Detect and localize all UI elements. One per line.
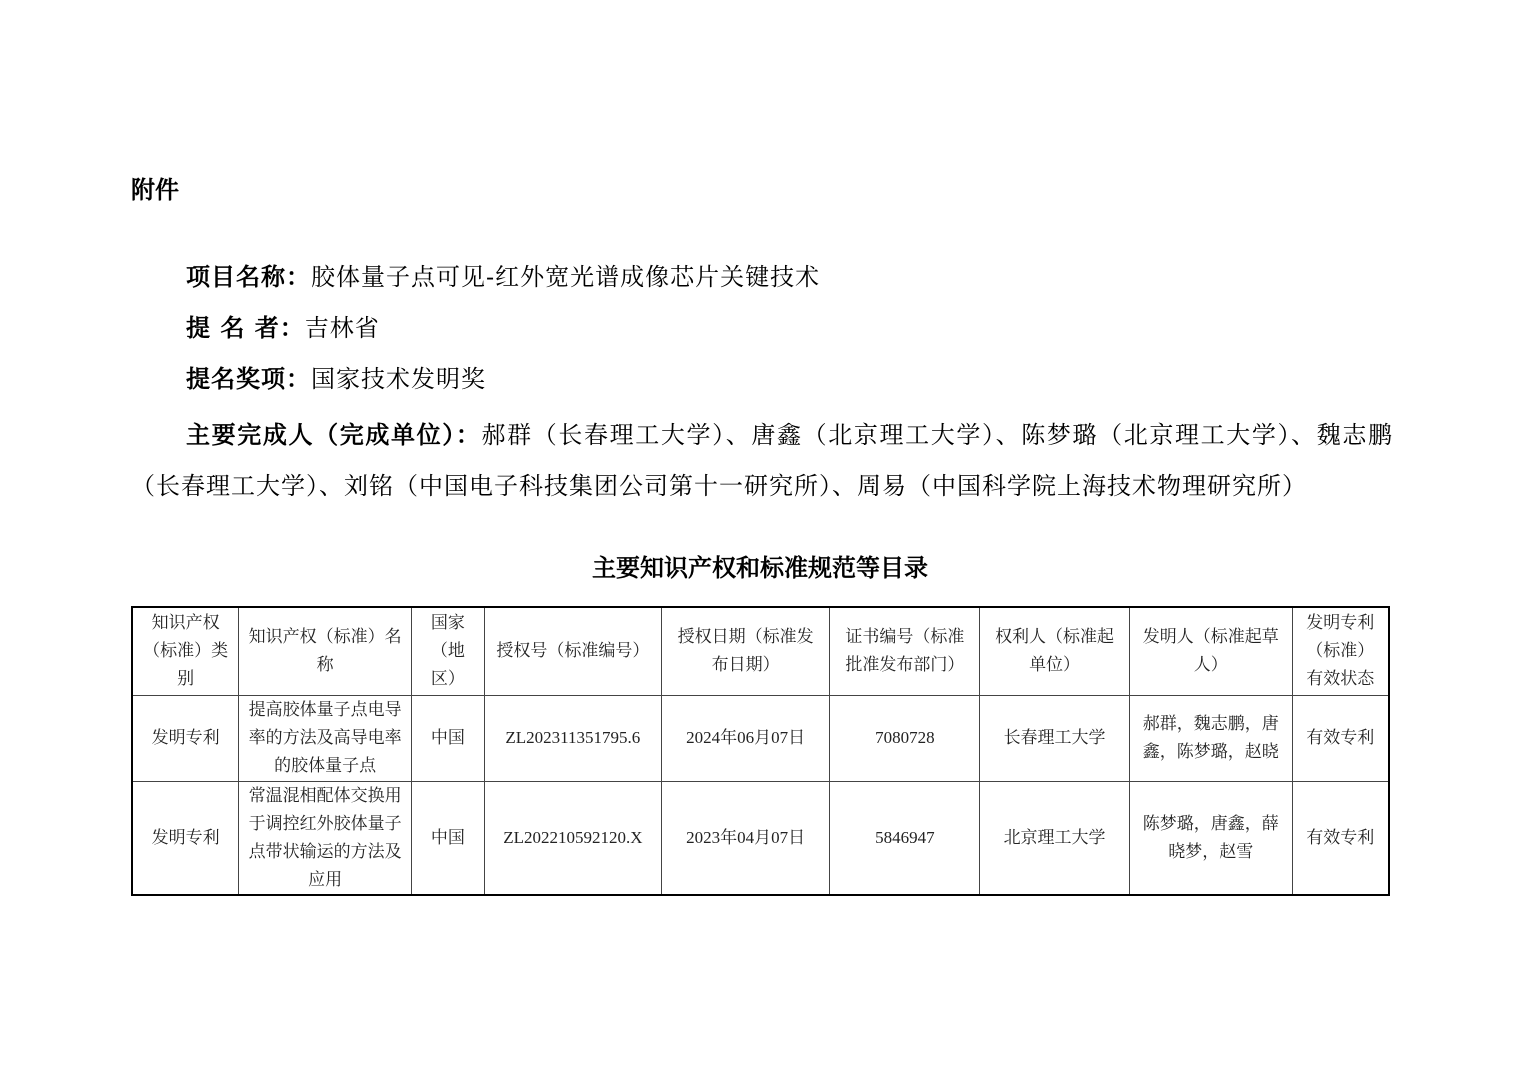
project-line bbox=[186, 259, 820, 295]
table-title: 主要知识产权和标准规范等目录 bbox=[592, 554, 928, 582]
cell-number: ZL202210592120.X bbox=[484, 781, 661, 895]
header-name: 知识产权（标准）名称 bbox=[239, 607, 412, 695]
header-date: 授权日期（标准发布日期） bbox=[661, 607, 830, 695]
award-line bbox=[186, 361, 486, 397]
header-category: 知识产权（标准）类别 bbox=[132, 607, 239, 695]
award-label: 提名奖项： bbox=[186, 365, 311, 393]
header-owner: 权利人（标准起单位） bbox=[980, 607, 1130, 695]
table-row bbox=[132, 695, 1389, 781]
header-certificate: 证书编号（标准批准发布部门） bbox=[830, 607, 980, 695]
cell-country: 中国 bbox=[411, 781, 484, 895]
cell-date: 2023年04月07日 bbox=[661, 781, 830, 895]
cell-name: 常温混相配体交换用于调控红外胶体量子点带状输运的方法及应用 bbox=[239, 781, 412, 895]
cell-owner: 长春理工大学 bbox=[980, 695, 1130, 781]
cell-category: 发明专利 bbox=[132, 781, 239, 895]
table-row bbox=[132, 781, 1389, 895]
ip-table bbox=[131, 606, 1390, 896]
header-inventors: 发明人（标准起草人） bbox=[1129, 607, 1292, 695]
cell-status: 有效专利 bbox=[1292, 695, 1389, 781]
table-header-row bbox=[132, 607, 1389, 695]
award-value: 国家技术发明奖 bbox=[311, 365, 486, 393]
project-label: 项目名称： bbox=[186, 263, 311, 291]
page-heading: 附件 bbox=[131, 176, 179, 204]
nominator-line bbox=[186, 310, 380, 346]
nominator-value: 吉林省 bbox=[304, 314, 380, 342]
persons-paragraph bbox=[131, 410, 1393, 512]
persons-value: 郝群（长春理工大学）、唐鑫（北京理工大学）、陈梦璐（北京理工大学）、魏志鹏（长春理工大学）、刘铭（中国电子科技集团公司第十一研究所）、周易（中国科学院上海技术物理研究所） bbox=[131, 421, 1393, 500]
cell-status: 有效专利 bbox=[1292, 781, 1389, 895]
header-number: 授权号（标准编号） bbox=[484, 607, 661, 695]
cell-category: 发明专利 bbox=[132, 695, 239, 781]
cell-country: 中国 bbox=[411, 695, 484, 781]
project-value: 胶体量子点可见-红外宽光谱成像芯片关键技术 bbox=[311, 263, 821, 291]
cell-inventors: 陈梦璐，唐鑫，薛晓梦，赵雪 bbox=[1129, 781, 1292, 895]
nominator-label: 提 名 者： bbox=[186, 314, 305, 342]
cell-number: ZL202311351795.6 bbox=[484, 695, 661, 781]
cell-name: 提高胶体量子点电导率的方法及高导电率的胶体量子点 bbox=[239, 695, 412, 781]
cell-inventors: 郝群，魏志鹏，唐鑫，陈梦璐，赵晓 bbox=[1129, 695, 1292, 781]
persons-label: 主要完成人（完成单位）： bbox=[186, 421, 482, 449]
cell-owner: 北京理工大学 bbox=[980, 781, 1130, 895]
header-status: 发明专利（标准）有效状态 bbox=[1292, 607, 1389, 695]
cell-certificate: 5846947 bbox=[830, 781, 980, 895]
header-country: 国家（地区） bbox=[411, 607, 484, 695]
cell-certificate: 7080728 bbox=[830, 695, 980, 781]
cell-date: 2024年06月07日 bbox=[661, 695, 830, 781]
